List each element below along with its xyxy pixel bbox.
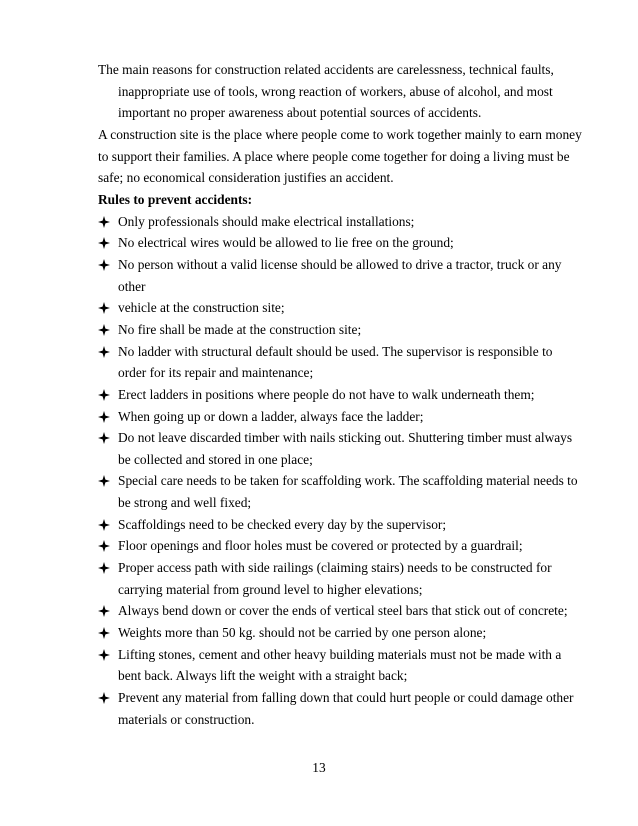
list-item [98, 384, 584, 406]
rules-heading: Rules to prevent accidents: [98, 191, 253, 207]
list-item-text: Erect ladders in positions where people do not have to walk underneath them; [118, 386, 535, 402]
list-item [98, 341, 584, 384]
diamond-bullet-icon [98, 432, 110, 444]
page-content [98, 59, 584, 730]
list-item [98, 622, 584, 644]
list-item-text: Always bend down or cover the ends of vertical steel bars that stick out of concrete; [118, 603, 568, 619]
list-item-text: vehicle at the construction site; [118, 300, 285, 316]
diamond-bullet-icon [98, 627, 110, 639]
list-item [98, 406, 584, 428]
list-item-text: When going up or down a ladder, always face the ladder; [118, 408, 424, 424]
list-item-text: No ladder with structural default should be used. The supervisor is responsible to order for its repair and maintenance; [118, 343, 553, 381]
diamond-bullet-icon [98, 605, 110, 617]
list-item-text: Only professionals should make electrical installations; [118, 213, 415, 229]
list-item-text: No fire shall be made at the construction site; [118, 321, 362, 337]
diamond-bullet-icon [98, 216, 110, 228]
list-item [98, 687, 584, 730]
diamond-bullet-icon [98, 411, 110, 423]
diamond-bullet-icon [98, 692, 110, 704]
list-item-text: Floor openings and floor holes must be covered or protected by a guardrail; [118, 538, 523, 554]
list-item-text: Lifting stones, cement and other heavy building materials must not be made with a bent back. Always lift the weight with a straight back; [118, 646, 562, 684]
list-item [98, 427, 584, 470]
list-item-text: Special care needs to be taken for scaffolding work. The scaffolding material needs to be strong and well fixed; [118, 473, 578, 511]
rules-list [98, 211, 584, 731]
list-item [98, 557, 584, 600]
accidents-paragraph: The main reasons for construction related accidents are carelessness, technical faults, inappropriate use of tools, wrong reaction of workers, abuse of alcohol, and most important no proper awareness about potential sources of accidents. [98, 62, 554, 121]
list-item [98, 211, 584, 233]
list-item [98, 535, 584, 557]
diamond-bullet-icon [98, 324, 110, 336]
list-item [98, 470, 584, 513]
list-item [98, 232, 584, 254]
diamond-bullet-icon [98, 302, 110, 314]
list-item-text: Scaffoldings need to be checked every day by the supervisor; [118, 516, 447, 532]
list-item [98, 319, 584, 341]
list-item [98, 644, 584, 687]
list-item [98, 254, 584, 297]
diamond-bullet-icon [98, 649, 110, 661]
diamond-bullet-icon [98, 475, 110, 487]
list-item-text: Proper access path with side railings (claiming stairs) needs to be constructed for carrying material from ground level to higher elevations; [118, 560, 552, 597]
list-item [98, 297, 584, 319]
diamond-bullet-icon [98, 259, 110, 271]
list-item-text: No electrical wires would be allowed to lie free on the ground; [118, 235, 454, 251]
list-item-text: No person without a valid license should be allowed to drive a tractor, truck or any other [118, 256, 562, 294]
diamond-bullet-icon [98, 519, 110, 531]
page-number: 13 [312, 760, 326, 775]
diamond-bullet-icon [98, 346, 110, 358]
list-item-text: Do not leave discarded timber with nails sticking out. Shuttering timber must always be collected and stored in one place; [118, 430, 573, 467]
list-item-text: Weights more than 50 kg. should not be carried by one person alone; [118, 625, 487, 641]
diamond-bullet-icon [98, 237, 110, 249]
list-item [98, 514, 584, 536]
diamond-bullet-icon [98, 562, 110, 574]
diamond-bullet-icon [98, 389, 110, 401]
diamond-bullet-icon [98, 540, 110, 552]
list-item-text: Prevent any material from falling down that could hurt people or could damage other materials or construction. [118, 690, 574, 727]
list-item [98, 600, 584, 622]
construction-site-paragraph: A construction site is the place where people come to work together mainly to earn money to support their families. A place where people come together for doing a living must be safe; no economical consideration justifies an accident. [98, 126, 582, 186]
